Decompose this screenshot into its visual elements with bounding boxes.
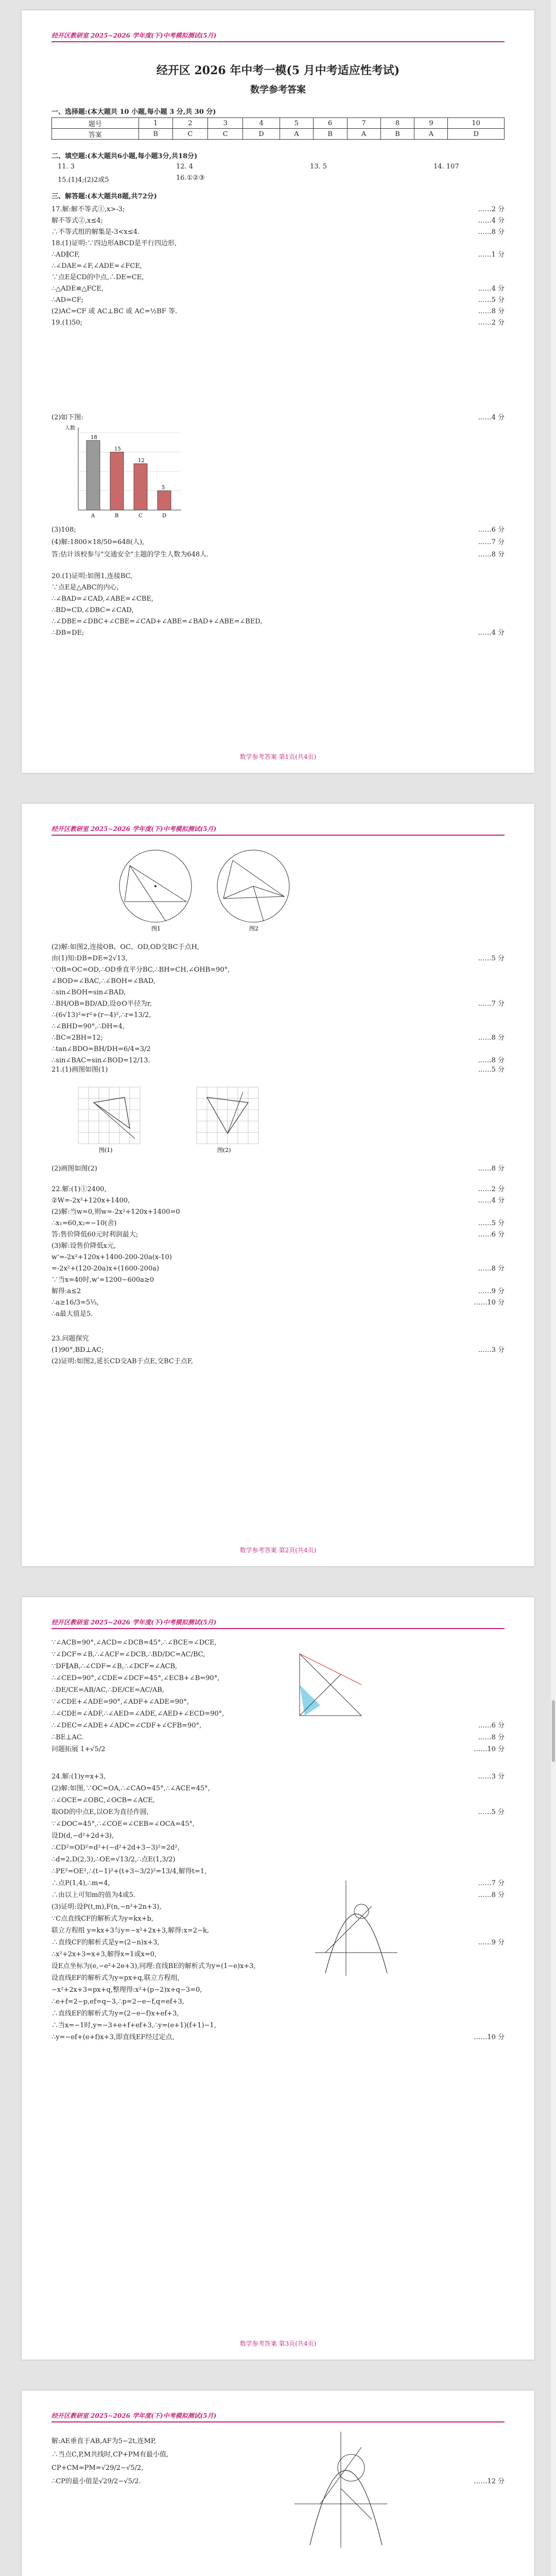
score-label: ……12 分 (474, 2478, 505, 2485)
solution-line (51, 954, 505, 963)
table-cell: 8 (380, 118, 414, 129)
solution-text: (4)解:1800×18/50=648(人), (51, 538, 145, 546)
solution-text: ∴a≥16/3=5⅓, (51, 1299, 99, 1307)
solution-text: ∴∠DAE=∠F,∠ADE=∠FCE, (51, 262, 142, 270)
solution-text: (2)解:当w=0,则w=-2x²+120x+1400=0 (51, 1208, 180, 1216)
solution-text: ∴(6√13)²=r²+(r−4)²,∴r=13/2, (51, 1011, 151, 1019)
score-label: ……4 分 (478, 1197, 505, 1205)
header-rule (51, 41, 505, 42)
grid-svg (192, 1082, 269, 1154)
fill-answer: 15.(1)4;(2)2或5 (58, 176, 109, 184)
fill-answer: 16.①②③ (176, 174, 205, 182)
solution-text: −x²+2x+3=px+q,整理得:x²+(p−2)x+q−3=0, (51, 1986, 202, 1994)
solution-text: ∴△ADE≌△FCE, (51, 285, 104, 293)
solution-text: ∴直线EF的解析式为y=(2−e−f)x+ef+3, (51, 2010, 179, 2018)
solution-line (51, 1219, 505, 1228)
circle-figure-1 (114, 845, 197, 933)
solution-text: ∵点E是CD的中点,∴DE=CE, (51, 274, 144, 281)
table-cell: 2 (172, 118, 207, 129)
section-solve: 三、解答题:(本大题共8题,共72分) (51, 193, 157, 200)
solution-line (51, 1820, 505, 1829)
solution-text: ∴点P(1,4),∴m=4, (51, 1879, 110, 1887)
score-label: ……5 分 (478, 955, 505, 962)
table-cell: 答案 (52, 129, 139, 140)
solution-line (51, 1196, 505, 1206)
solution-text: (2)如下图: (51, 414, 83, 421)
score-label: ……8 分 (478, 228, 505, 236)
solution-text: ∵∠ACB=90°,∠ACD=∠DCB=45°,∴∠BCE=∠DCE, (51, 1639, 217, 1647)
figure-caption: 图1 (151, 925, 161, 932)
solution-text: ∴a最大值是5. (51, 1310, 93, 1318)
scrollbar-thumb[interactable] (552, 1700, 555, 1762)
page-footer: 数学参考答案 第3页(共4页) (239, 2340, 317, 2347)
solution-text: 解:AE垂直于AB,AF为5−2t,连MP, (51, 2437, 157, 2445)
table-cell: A (347, 129, 380, 140)
score-label: ……8 分 (478, 1165, 505, 1173)
score-label: ……10 分 (474, 1745, 505, 1753)
solution-line (51, 1650, 505, 1659)
category-label: B (115, 513, 119, 519)
score-label: ……3 分 (478, 1346, 505, 1354)
solution-text: ∴∠DEC=∠ADE+∠ADC=∠CDF+∠CFB=90°, (51, 1722, 202, 1730)
solution-line (51, 1709, 505, 1719)
solution-text: ∵C点直线CF的解析式为y=kx+b, (51, 1915, 153, 1923)
score-label: ……8 分 (478, 1265, 505, 1273)
page-footer: 数学参考答案 第2页(共4页) (239, 1547, 317, 1554)
page-1 (22, 10, 534, 773)
solution-line (51, 1253, 505, 1262)
grid-figure-1 (73, 1082, 150, 1154)
solution-text: ∴CP的最小值是√29/2−√5/2. (51, 2478, 141, 2485)
bar-value-label: 12 (138, 458, 145, 464)
solution-text: (2)AC=CF 或 AC⊥BC 或 AC=½BF 等. (51, 308, 178, 315)
solution-line (51, 228, 505, 237)
solution-text: 17.解:解不等式①,x>-3; (51, 206, 125, 213)
solution-text: ∵∠CDE+∠ADE=90°,∠ADF+∠ADE=90°, (51, 1698, 189, 1706)
solution-line (51, 1938, 505, 1947)
solution-text: ∴x₁=60,x₂=−10(舍) (51, 1219, 117, 1227)
solution-line (51, 1914, 505, 1924)
header-rule (51, 1628, 505, 1629)
header-rule (51, 2421, 505, 2422)
bar (158, 491, 171, 511)
fill-answer: 13. 5 (310, 163, 327, 171)
solution-line (51, 965, 505, 975)
solution-text: ∴d=2,D(2,3),∴OE=√13/2,∴点E(1,3/2) (51, 1856, 176, 1863)
solution-text: 设直线EF的解析式为y=px+q,联立方程组, (51, 1974, 180, 1982)
solution-line (51, 1843, 505, 1853)
solution-line (51, 1230, 505, 1240)
solution-text: 22.解:(1)①2400, (51, 1185, 107, 1193)
solution-line (51, 606, 505, 615)
solution-line (51, 1310, 505, 1319)
solution-line (51, 1287, 505, 1296)
solution-text: ∴∠BAD=∠CAD,∠ABE=∠CBE, (51, 595, 153, 603)
solution-line (51, 1796, 505, 1805)
page-2 (22, 804, 534, 1566)
solution-line (51, 1164, 505, 1174)
solution-line (51, 1962, 505, 1971)
solution-text: (3)108; (51, 526, 76, 534)
score-label: ……5 分 (478, 1808, 505, 1816)
table-cell: D (243, 129, 280, 140)
solution-text: ∴直线CF的解析式是y=(2−n)x+3, (51, 1939, 160, 1946)
grid-figure-2 (192, 1082, 269, 1154)
solution-line (51, 1997, 505, 2007)
solution-line (51, 583, 505, 592)
solution-line (51, 1745, 505, 1754)
score-label: ……8 分 (478, 551, 505, 558)
solution-line (51, 1242, 505, 1251)
solution-text: ∴DE/CE=AB/AC,∴DE/CE=AC/AB, (51, 1686, 164, 1694)
solution-line (51, 526, 505, 535)
fill-answer: 11. 3 (58, 163, 75, 171)
score-label: ……10 分 (474, 1299, 505, 1307)
page-3 (22, 1597, 534, 2360)
solution-line (51, 538, 505, 547)
solution-text: (2)解:如图2,连接OB、OC、OD,OD交BC于点H, (51, 943, 200, 951)
solution-line (51, 2033, 505, 2042)
solution-text: ∴DB=DE; (51, 629, 84, 637)
solution-text: 解得:a≤2 (51, 1287, 81, 1295)
score-label: ……7 分 (478, 1879, 505, 1887)
solution-line (51, 2464, 505, 2473)
solution-line (51, 1950, 505, 1959)
solution-text: 19.(1)50; (51, 319, 83, 327)
solution-line (51, 977, 505, 986)
solution-line (51, 1674, 505, 1683)
solution-text: 24.解:(1)y=x+3, (51, 1773, 106, 1781)
solution-text: (2)证明:如图2,延长CD交AB于点E,交BC于点F, (51, 1358, 193, 1365)
solution-text: (1)90°,BD⊥AC; (51, 1346, 104, 1354)
solution-text: ∠BOD=∠BAC,∴∠BOH=∠BAD, (51, 977, 155, 985)
solution-line (51, 1698, 505, 1707)
solution-text: w'=-2x²+120x+1400-200-20a(x-10) (51, 1253, 172, 1261)
fill-answer: 12. 4 (176, 163, 194, 171)
solution-line (51, 1276, 505, 1285)
score-label: ……8 分 (478, 1891, 505, 1899)
solution-line (51, 318, 505, 328)
solution-line (51, 1891, 505, 1900)
solution-text: ∴∠CDE=∠ADF,∴∠AED=∠ADE,∠AED+∠ECD=90°, (51, 1710, 224, 1718)
score-label: ……8 分 (478, 1734, 505, 1741)
solution-line (51, 296, 505, 305)
page-4 (22, 2391, 534, 2576)
solution-line (51, 205, 505, 214)
solution-line (51, 1056, 505, 1065)
solution-line (51, 1033, 505, 1043)
solution-line (51, 1832, 505, 1841)
score-label: ……4 分 (478, 217, 505, 225)
solution-line (51, 2437, 505, 2446)
solution-text: 18.(1)证明:∵四边形ABCD是平行四边形, (51, 240, 177, 247)
solution-text: ∴BC=2BH=12; (51, 1034, 103, 1042)
solution-text: (3)解:设售价降低x元, (51, 1242, 116, 1250)
section-fill: 二、填空题:(本大题共6小题,每小题3分,共18分) (51, 152, 198, 160)
solution-line (51, 216, 505, 226)
answer-table-header-row (52, 118, 505, 129)
solution-line (51, 550, 505, 560)
figure-caption: 图(2) (217, 1147, 231, 1154)
table-cell: A (280, 129, 313, 140)
solution-line (51, 1208, 505, 1217)
score-label: ……2 分 (478, 319, 505, 327)
score-label: ……4 分 (478, 414, 505, 421)
solution-line (51, 1784, 505, 1793)
score-label: ……6 分 (478, 1231, 505, 1239)
solution-text: 答:估计该校参与"交通安全"主题的学生人数为648人. (51, 551, 209, 558)
solution-text: 21.(1)画图如图(1) (51, 1066, 108, 1074)
vertical-scrollbar[interactable] (551, 0, 556, 2576)
solution-line (51, 629, 505, 638)
bar-chart-svg (63, 422, 186, 520)
solution-text: ∴y=−ef+(e+f)x+3,即直线EF经过定点, (51, 2033, 175, 2041)
solution-text: ∴∠CED=90°,∠CDE=∠DCF=45°,∠ECB+∠B=90°, (51, 1674, 220, 1682)
solution-text: ∴当x=−1时,y=−3+e+f+ef+3,∴y=(e+1)(f+1)−1, (51, 2022, 216, 2029)
score-label: ……8 分 (478, 1034, 505, 1042)
solution-line (51, 239, 505, 248)
solution-line (51, 273, 505, 282)
page-header: 经开区教研室 2025~2026 学年度(下)中考模拟测试(5月) (51, 2412, 217, 2419)
bar-value-label: 15 (114, 446, 121, 452)
solution-line (51, 1011, 505, 1020)
answer-table-answer-row (52, 129, 505, 140)
bar-chart (63, 422, 186, 520)
solution-text: ∴当点C,P,M共线时,CP+PM有最小值, (51, 2451, 169, 2459)
solution-text: 由(1)知:DB=DE=2√13, (51, 955, 128, 962)
y-axis-label: 人数 (65, 426, 75, 431)
score-label: ……7 分 (478, 538, 505, 546)
table-cell: C (208, 129, 243, 140)
solution-line (51, 999, 505, 1009)
table-cell: 5 (280, 118, 313, 129)
solution-line (51, 1662, 505, 1671)
solution-line (51, 284, 505, 294)
solution-line (51, 1346, 505, 1355)
category-label: C (138, 513, 143, 519)
solution-line (51, 1903, 505, 1912)
solution-line (51, 1808, 505, 1817)
score-label: ……4 分 (478, 629, 505, 637)
solution-text: ∵DF∥AB,∴∠CDF=∠B,∴∠DCF=∠ACB, (51, 1663, 178, 1670)
solution-text: ∴∠OCE=∠OBC,∠OCB=∠ACE, (51, 1797, 155, 1804)
solution-text: ∴BD=CD,∠DBC=∠CAD, (51, 606, 134, 614)
score-label: ……5 分 (478, 1219, 505, 1227)
score-label: ……9 分 (478, 1287, 505, 1295)
solution-line (51, 572, 505, 581)
solution-text: ∴PE²=OE²,∴(t−1)²+(t+3−3/2)²=13/4,解得t=1, (51, 1868, 207, 1875)
solution-line (51, 307, 505, 316)
answer-table (51, 117, 505, 140)
table-cell: 1 (138, 118, 172, 129)
score-label: ……3 分 (478, 1773, 505, 1781)
solution-line (51, 617, 505, 626)
solution-text: 20.(1)证明:如图1,连接BC, (51, 572, 133, 580)
figure-caption: 图2 (249, 925, 258, 932)
solution-line (51, 1974, 505, 1983)
fill-answer: 14. 107 (433, 163, 459, 171)
score-label: ……5 分 (478, 1066, 505, 1074)
solution-text: ∴x²+2x+3=x+3,解得x=1或x=0, (51, 1951, 157, 1958)
table-cell: 4 (243, 118, 280, 129)
solution-line (51, 1721, 505, 1731)
table-cell: C (172, 129, 207, 140)
score-label: ……1 分 (478, 251, 505, 259)
page-header: 经开区教研室 2025~2026 学年度(下)中考模拟测试(5月) (51, 32, 217, 39)
score-label: ……5 分 (478, 296, 505, 304)
solution-line (51, 250, 505, 260)
solution-text: ∴sin∠BAC=sin∠BOD=12/13. (51, 1057, 150, 1064)
bar-value-label: 18 (91, 435, 97, 440)
circle-figure-2 (212, 845, 294, 933)
category-label: A (91, 513, 95, 519)
circle-figure-svg (212, 845, 294, 933)
solution-line (51, 262, 505, 271)
solution-line (51, 2021, 505, 2030)
solution-text: 设D(d,−d²+2d+3), (51, 1832, 114, 1840)
solution-text: ∴e+f=2−p,ef=q−3,∴p=2−e−f,q=ef+3, (51, 1998, 184, 2006)
figure-caption: 图(1) (99, 1147, 113, 1154)
table-cell: 10 (448, 118, 505, 129)
solution-line (51, 2009, 505, 2019)
solution-text: 答:售价降低60元时利润最大; (51, 1231, 138, 1239)
solution-line (51, 595, 505, 604)
solution-line (51, 1926, 505, 1936)
table-cell: D (448, 129, 505, 140)
score-label: ……6 分 (478, 1722, 505, 1730)
score-label: ……9 分 (478, 1939, 505, 1946)
solution-text: ∵OB=OC=OD,∴OD垂直平分BC,∴BH=CH,∠OHB=90°, (51, 966, 230, 974)
table-cell: 题号 (52, 118, 139, 129)
section-choice: 一、选择题:(本大题共 10 小题,每小题 3 分,共 30 分) (51, 108, 216, 116)
solution-text: ∵∠DOC=45°,∴∠COE=∠CEB=∠OCA=45°, (51, 1820, 195, 1828)
solution-text: ∴不等式组的解集是-3<x≤4. (51, 228, 140, 236)
score-label: ……8 分 (478, 308, 505, 315)
bar (134, 464, 147, 510)
solution-text: 联立方程组 y=kx+3与y=−x²+2x+3,解得:x=2−k, (51, 1927, 209, 1935)
document-subtitle: 数学参考答案 (250, 84, 306, 95)
solution-line (51, 1298, 505, 1308)
solution-text: ∴CD²=OD²=d²+(−d²+2d+3−3)²=2d², (51, 1844, 180, 1852)
solution-text: =-2x²+(120-20a)x+(1600-200a) (51, 1265, 160, 1273)
solution-line (51, 2450, 505, 2460)
solution-text: 解不等式②,x≤4; (51, 217, 103, 225)
solution-line (51, 1022, 505, 1031)
document-title: 经开区 2026 年中考一模(5 月中考适应性考试) (156, 64, 400, 77)
solution-text: (3)证明:设P(t,m),F(n,−n²+2n+3), (51, 1903, 162, 1911)
score-label: ……10 分 (474, 2033, 505, 2041)
solution-text: ∴AD=CF; (51, 296, 83, 304)
score-label: ……7 分 (478, 1000, 505, 1008)
solution-text: ∴tan∠BDO=BH/DH=6/4=3/2 (51, 1045, 151, 1053)
bar-value-label: 5 (162, 485, 165, 491)
table-cell: A (414, 129, 448, 140)
table-cell: 6 (313, 118, 347, 129)
solution-text: ∴∠BHD=90°,∴DH=4, (51, 1023, 125, 1030)
solution-text: ∵点E是△ABC的内心, (51, 584, 119, 591)
header-rule (51, 835, 505, 836)
circle-figure-svg (114, 845, 197, 933)
solution-text: ∴BE⊥AC. (51, 1734, 84, 1741)
solution-line (51, 1264, 505, 1274)
score-label: ……6 分 (478, 526, 505, 534)
solution-text: ∴AD∥CF, (51, 251, 80, 259)
solution-text: (2)画图如图(2) (51, 1165, 97, 1173)
bar (86, 440, 100, 510)
solution-line (51, 1638, 505, 1648)
solution-line (51, 988, 505, 997)
solution-text: 设E点坐标为(e,−e²+2e+3),同理:直线BE的解析式为y=(1−e)x+3, (51, 1962, 256, 1970)
solution-line (51, 1334, 505, 1344)
solution-text: (2)解:如图,∵OC=OA,∴∠CAO=45°,∴∠ACE=45°, (51, 1785, 210, 1792)
solution-text: ∴由以上可知m的值为4或5. (51, 1891, 136, 1899)
solution-line (51, 1357, 505, 1366)
solution-text: ∴sin∠BOH=sin∠BAD, (51, 989, 126, 996)
solution-text: ∵当x=40时,w'=1200−600a≥0 (51, 1276, 154, 1284)
solution-line (51, 413, 505, 422)
score-label: ……2 分 (478, 206, 505, 213)
solution-text: CP+CM=PM=√29/2−√5/2, (51, 2464, 144, 2472)
solution-line (51, 1686, 505, 1695)
page-header: 经开区教研室 2025~2026 学年度(下)中考模拟测试(5月) (51, 825, 217, 833)
page-header: 经开区教研室 2025~2026 学年度(下)中考模拟测试(5月) (51, 1619, 217, 1626)
solution-line (51, 1867, 505, 1876)
solution-line (51, 2477, 505, 2486)
solution-line (51, 1185, 505, 1194)
solution-text: ∵∠DCF=∠B,∴∠ACF=∠DCB,∴BD/DC=AC/BC, (51, 1651, 205, 1658)
solution-line (51, 1855, 505, 1865)
solution-text: 取OD的中点E,以OE为直径作圆, (51, 1808, 149, 1816)
solution-line (51, 1733, 505, 1742)
solution-text: ∴∠DBE=∠DBC+∠CBE=∠CAD+∠ABE=∠BAD+∠ABE=∠BED, (51, 618, 263, 625)
page-footer: 数学参考答案 第1页(共4页) (239, 753, 317, 760)
solution-line (51, 943, 505, 952)
table-cell: 3 (208, 118, 243, 129)
solution-text: 23.问题探究 (51, 1335, 89, 1343)
score-label: ……4 分 (478, 285, 505, 293)
table-cell: 7 (347, 118, 380, 129)
solution-line (51, 1045, 505, 1054)
solution-line (51, 1986, 505, 1995)
bar (110, 452, 124, 511)
table-cell: B (138, 129, 172, 140)
category-label: D (162, 513, 167, 519)
table-cell: B (380, 129, 414, 140)
solution-line (51, 1065, 505, 1075)
table-cell: 9 (414, 118, 448, 129)
solution-text: ②W=-2x²+120x+1400, (51, 1197, 130, 1205)
solution-text: 问题拓展 1+√5/2 (51, 1745, 106, 1753)
solution-line (51, 1772, 505, 1782)
grid-svg (73, 1082, 150, 1154)
score-label: ……2 分 (478, 1185, 505, 1193)
table-cell: B (313, 129, 347, 140)
solution-text: ∴BH/OB=BD/AD,设⊙O半径为r, (51, 1000, 152, 1008)
solution-line (51, 1879, 505, 1888)
score-label: ……8 分 (478, 1057, 505, 1064)
